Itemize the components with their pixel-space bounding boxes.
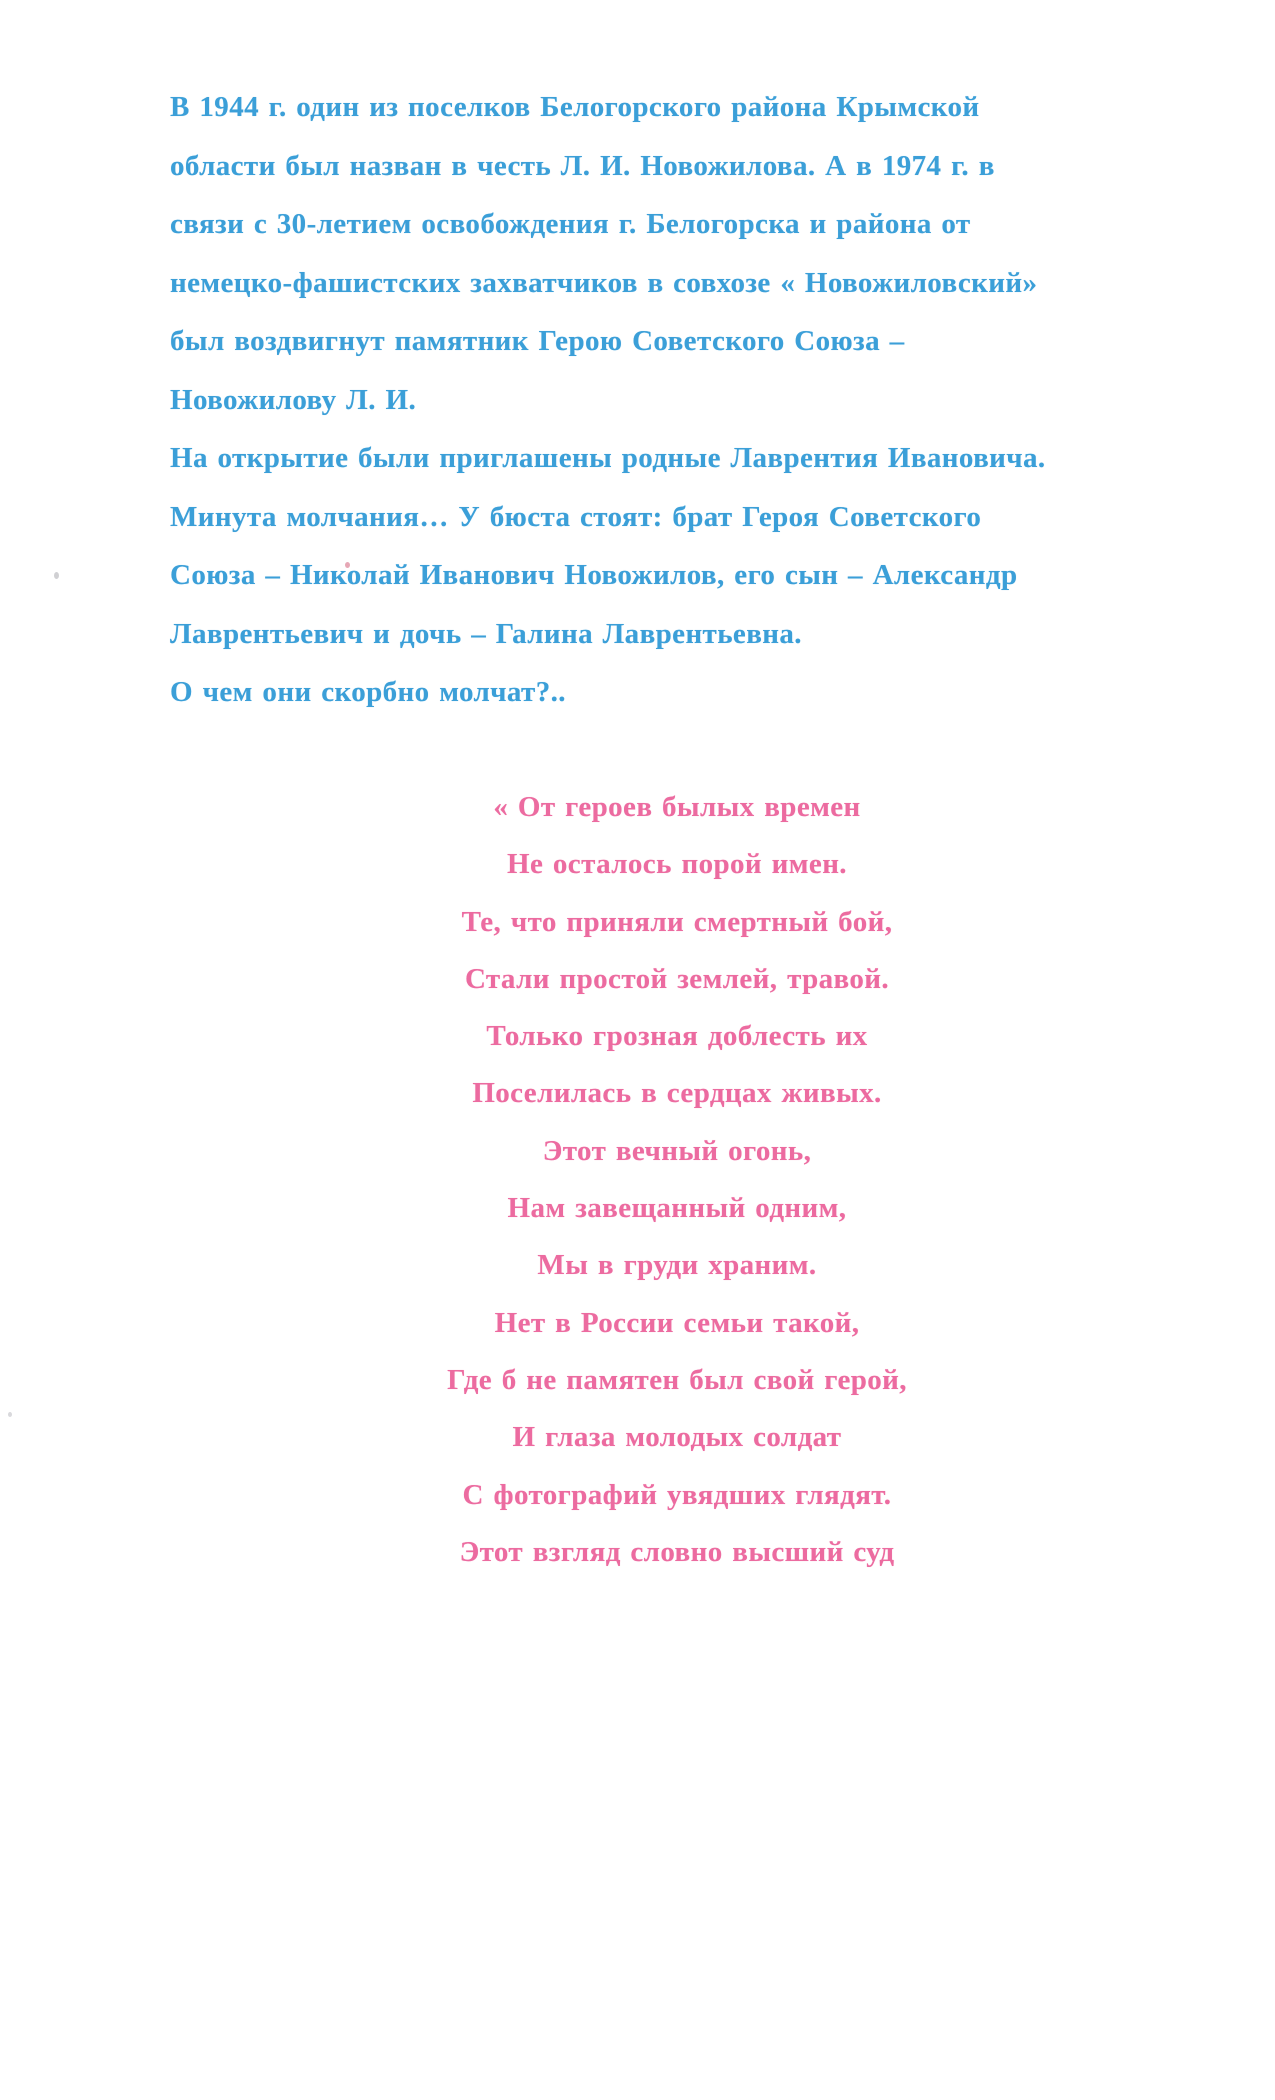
paragraph-line: О чем они скорбно молчат?.. (170, 676, 566, 708)
poem-line: « От героев былых времен (493, 791, 861, 823)
poem-line: Нам завещанный одним, (507, 1192, 847, 1225)
paragraph-line: Минута молчания… У бюста стоят: брат Героя Советского (170, 500, 982, 533)
paragraph-line: немецко-фашистских захватчиков в совхозе « Новожиловский» (170, 266, 1038, 299)
scan-speck (8, 1412, 12, 1417)
poem-line: И глаза молодых солдат (512, 1421, 842, 1454)
paragraph-line: связи с 30-летием освобождения г. Белогорска и района от (170, 208, 971, 240)
paragraph-line: Лаврентьевич и дочь – Галина Лаврентьевна. (170, 617, 802, 650)
poem-line: Поселилась в сердцах живых. (472, 1077, 882, 1110)
poem-line: Мы в груди храним. (537, 1249, 817, 1282)
poem-line: Этот взгляд словно высший суд (459, 1535, 895, 1568)
poem-line: Где б не памятен был свой герой, (447, 1363, 907, 1396)
poem-line: Стали простой землей, травой. (464, 962, 890, 995)
paragraph-line: Союза – Николай Иванович Новожилов, его сын – Александр (170, 559, 1018, 591)
scan-speck (345, 562, 350, 568)
poem-line: Только грозная доблесть их (486, 1020, 868, 1053)
poem-line: Этот вечный огонь, (542, 1134, 812, 1167)
poem-block (127, 779, 1227, 1581)
poem-line: Нет в России семьи такой, (494, 1306, 860, 1339)
paragraph-line: Новожилову Л. И. (170, 383, 417, 416)
scan-speck (54, 572, 59, 579)
paragraph-line: области был назван в честь Л. И. Новожилова. А в 1974 г. в (170, 149, 995, 182)
poem-line: Те, что приняли смертный бой, (461, 905, 893, 938)
paragraph-line: был воздвигнут памятник Герою Советского Союза – (170, 325, 905, 357)
poem-line: Не осталось порой имен. (507, 848, 847, 881)
poem-line: С фотографий увядших глядят. (462, 1478, 892, 1511)
paragraph-line: На открытие были приглашены родные Лаврентия Ивановича. (170, 442, 1046, 474)
paragraph-line: В 1944 г. один из поселков Белогорского района Крымской (170, 91, 980, 123)
intro-paragraph (170, 78, 1150, 722)
